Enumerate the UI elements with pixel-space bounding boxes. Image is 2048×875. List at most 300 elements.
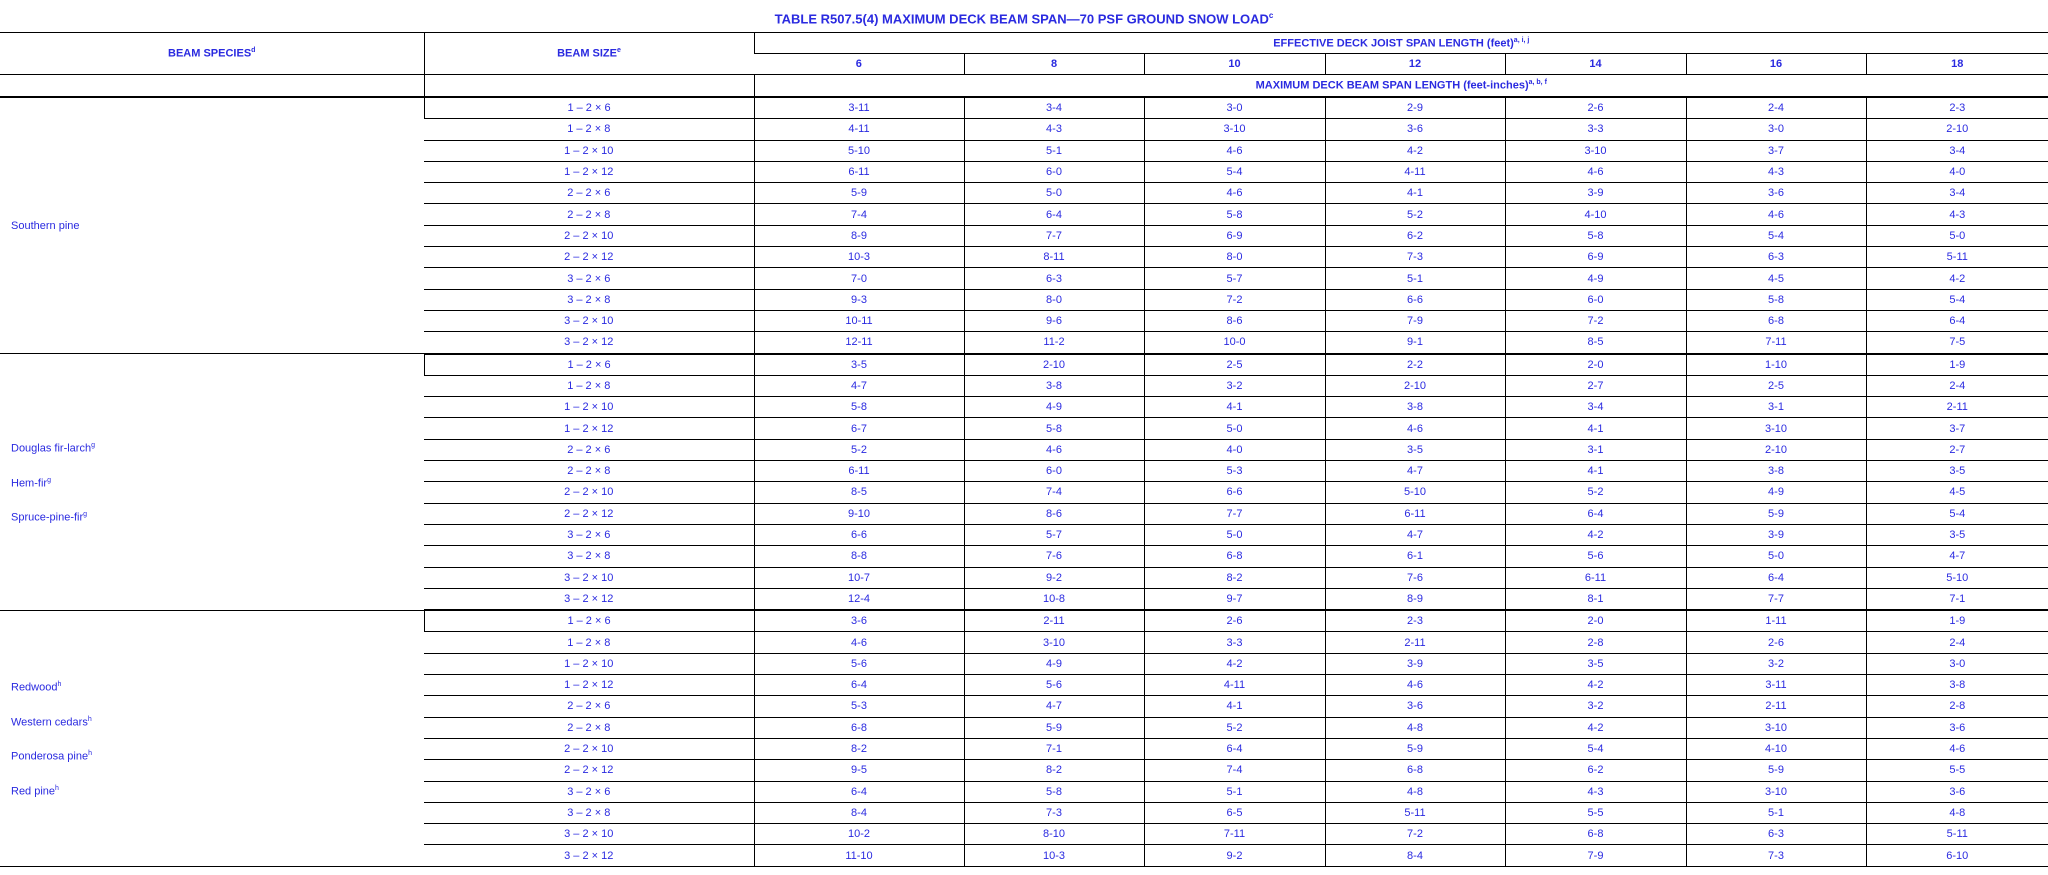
beam-size-cell: 1 – 2 × 6 (424, 610, 754, 632)
beam-size-cell: 2 – 2 × 12 (424, 760, 754, 781)
joist-span-header-cell: 10 (1144, 54, 1325, 75)
span-value-cell: 3-5 (1505, 653, 1686, 674)
span-value-cell: 3-5 (1866, 524, 2048, 545)
span-value-cell: 3-9 (1325, 653, 1505, 674)
span-value-cell: 5-8 (754, 397, 964, 418)
species-footnote: g (47, 476, 51, 484)
beam-size-cell: 1 – 2 × 10 (424, 653, 754, 674)
span-value-cell: 5-9 (1686, 503, 1866, 524)
beam-size-cell: 3 – 2 × 12 (424, 332, 754, 354)
span-value-cell: 8-2 (1144, 567, 1325, 588)
span-value-cell: 5-2 (754, 439, 964, 460)
species-name-text: Red pine (11, 785, 56, 798)
span-value-cell: 5-10 (754, 140, 964, 161)
beam-span-table (0, 32, 2048, 867)
joist-span-header-cell: 6 (754, 54, 964, 75)
span-value-cell: 7-9 (1505, 845, 1686, 866)
span-value-cell: 3-10 (1686, 418, 1866, 439)
span-value-cell: 4-7 (1325, 461, 1505, 482)
span-value-cell: 3-6 (754, 610, 964, 632)
beam-size-cell: 2 – 2 × 10 (424, 225, 754, 246)
span-value-cell: 2-0 (1505, 354, 1686, 376)
beam-size-cell: 3 – 2 × 10 (424, 567, 754, 588)
span-value-cell: 9-3 (754, 289, 964, 310)
span-value-cell: 6-6 (1144, 482, 1325, 503)
span-value-cell: 3-0 (1866, 653, 2048, 674)
beam-span-header-label: MAXIMUM DECK BEAM SPAN LENGTH (feet-inches) (1255, 79, 1529, 92)
span-value-cell: 7-6 (964, 546, 1144, 567)
beam-size-cell: 2 – 2 × 6 (424, 439, 754, 460)
span-value-cell: 4-2 (1325, 140, 1505, 161)
span-value-cell: 4-11 (1325, 161, 1505, 182)
span-value-cell: 3-3 (1144, 632, 1325, 653)
span-value-cell: 6-8 (1144, 546, 1325, 567)
span-value-cell: 4-2 (1505, 524, 1686, 545)
span-value-cell: 3-10 (964, 632, 1144, 653)
span-value-cell: 7-0 (754, 268, 964, 289)
span-value-cell: 5-8 (1144, 204, 1325, 225)
joist-span-header-label: EFFECTIVE DECK JOIST SPAN LENGTH (feet) (1273, 37, 1514, 50)
span-value-cell: 3-6 (1686, 183, 1866, 204)
span-value-cell: 8-10 (964, 824, 1144, 845)
span-value-cell: 5-1 (964, 140, 1144, 161)
span-value-cell: 4-1 (1505, 461, 1686, 482)
span-value-cell: 4-6 (1505, 161, 1686, 182)
span-value-cell: 4-5 (1866, 482, 2048, 503)
species-cell (0, 610, 424, 866)
span-value-cell: 3-7 (1866, 418, 2048, 439)
joist-span-header-cell: 18 (1866, 54, 2048, 75)
span-value-cell: 4-9 (1686, 482, 1866, 503)
span-value-cell: 3-9 (1505, 183, 1686, 204)
table-row (0, 97, 2048, 119)
span-value-cell: 10-2 (754, 824, 964, 845)
species-footnote: g (83, 511, 88, 519)
span-value-cell: 7-2 (1144, 289, 1325, 310)
span-value-cell: 4-9 (964, 397, 1144, 418)
span-value-cell: 5-8 (964, 418, 1144, 439)
species-name (11, 430, 424, 465)
span-value-cell: 4-8 (1325, 781, 1505, 802)
span-value-cell: 6-9 (1144, 225, 1325, 246)
span-value-cell: 4-2 (1866, 268, 2048, 289)
span-value-cell: 5-3 (1144, 461, 1325, 482)
span-value-cell: 3-8 (1325, 397, 1505, 418)
span-value-cell: 7-11 (1686, 332, 1866, 354)
span-value-cell: 6-3 (1686, 824, 1866, 845)
span-value-cell: 6-2 (1325, 225, 1505, 246)
span-value-cell: 6-0 (964, 461, 1144, 482)
span-value-cell: 9-6 (964, 310, 1144, 331)
span-value-cell: 5-11 (1325, 802, 1505, 823)
span-value-cell: 4-7 (754, 375, 964, 396)
beam-size-cell: 2 – 2 × 10 (424, 482, 754, 503)
span-value-cell: 6-4 (1686, 567, 1866, 588)
table-body (0, 97, 2048, 866)
beam-size-cell: 2 – 2 × 12 (424, 503, 754, 524)
span-value-cell: 3-0 (1144, 97, 1325, 119)
span-value-cell: 2-4 (1686, 97, 1866, 119)
span-value-cell: 5-4 (1144, 161, 1325, 182)
species-footnote: h (87, 715, 92, 723)
span-value-cell: 8-9 (1325, 588, 1505, 610)
beam-size-cell: 2 – 2 × 8 (424, 717, 754, 738)
species-header-footnote: d (251, 47, 256, 55)
species-column-header (0, 33, 424, 75)
span-value-cell: 5-9 (964, 717, 1144, 738)
species-name (11, 773, 424, 808)
span-value-cell: 5-4 (1686, 225, 1866, 246)
span-value-cell: 3-2 (1505, 696, 1686, 717)
table-row (0, 610, 2048, 632)
span-value-cell: 7-3 (1325, 247, 1505, 268)
span-value-cell: 8-0 (964, 289, 1144, 310)
span-value-cell: 3-5 (1866, 461, 2048, 482)
beam-size-cell: 3 – 2 × 8 (424, 289, 754, 310)
span-value-cell: 2-9 (1325, 97, 1505, 119)
species-name (11, 210, 424, 242)
span-value-cell: 6-4 (1866, 310, 2048, 331)
beam-size-cell: 3 – 2 × 6 (424, 781, 754, 802)
span-value-cell: 10-0 (1144, 332, 1325, 354)
span-value-cell: 3-1 (1686, 397, 1866, 418)
span-value-cell: 4-2 (1505, 717, 1686, 738)
span-value-cell: 5-10 (1325, 482, 1505, 503)
span-value-cell: 3-6 (1325, 119, 1505, 140)
span-value-cell: 7-2 (1325, 824, 1505, 845)
span-value-cell: 6-4 (754, 675, 964, 696)
span-value-cell: 9-7 (1144, 588, 1325, 610)
joist-span-header-cell: 12 (1325, 54, 1505, 75)
span-value-cell: 3-2 (1144, 375, 1325, 396)
span-value-cell: 5-9 (754, 183, 964, 204)
span-value-cell: 2-4 (1866, 375, 2048, 396)
joist-span-header-cell: 16 (1686, 54, 1866, 75)
span-value-cell: 5-0 (964, 183, 1144, 204)
span-value-cell: 3-11 (754, 97, 964, 119)
span-value-cell: 4-6 (1144, 183, 1325, 204)
species-name-text: Southern pine (11, 219, 80, 232)
species-header-spacer (0, 75, 424, 98)
species-footnote: h (88, 750, 92, 758)
span-value-cell: 5-0 (1144, 524, 1325, 545)
beam-span-header-footnote: a, b, f (1528, 79, 1547, 87)
span-value-cell: 5-8 (964, 781, 1144, 802)
span-value-cell: 5-1 (1325, 268, 1505, 289)
span-value-cell: 5-6 (754, 653, 964, 674)
beam-size-cell: 3 – 2 × 12 (424, 588, 754, 610)
span-value-cell: 8-2 (754, 738, 964, 759)
span-value-cell: 9-1 (1325, 332, 1505, 354)
species-name-text: Redwood (11, 681, 58, 694)
span-value-cell: 8-4 (1325, 845, 1505, 866)
span-value-cell: 5-8 (1505, 225, 1686, 246)
span-value-cell: 2-10 (1686, 439, 1866, 460)
span-value-cell: 2-10 (1866, 119, 2048, 140)
span-value-cell: 7-4 (754, 204, 964, 225)
span-value-cell: 8-1 (1505, 588, 1686, 610)
span-value-cell: 3-4 (1505, 397, 1686, 418)
span-value-cell: 6-11 (1505, 567, 1686, 588)
span-value-cell: 4-6 (1686, 204, 1866, 225)
span-value-cell: 4-0 (1866, 161, 2048, 182)
span-value-cell: 7-7 (964, 225, 1144, 246)
span-value-cell: 5-7 (964, 524, 1144, 545)
span-value-cell: 4-8 (1325, 717, 1505, 738)
span-value-cell: 3-10 (1144, 119, 1325, 140)
span-value-cell: 6-8 (754, 717, 964, 738)
span-value-cell: 2-6 (1505, 97, 1686, 119)
span-value-cell: 6-11 (1325, 503, 1505, 524)
span-value-cell: 4-1 (1505, 418, 1686, 439)
beam-size-cell: 3 – 2 × 8 (424, 802, 754, 823)
span-value-cell: 2-3 (1325, 610, 1505, 632)
span-value-cell: 6-3 (964, 268, 1144, 289)
span-value-cell: 4-3 (964, 119, 1144, 140)
span-value-cell: 4-6 (754, 632, 964, 653)
species-name (11, 704, 424, 739)
span-value-cell: 4-1 (1144, 696, 1325, 717)
span-value-cell: 5-2 (1144, 717, 1325, 738)
table-title (0, 0, 2048, 32)
span-value-cell: 2-3 (1866, 97, 2048, 119)
span-value-cell: 5-11 (1866, 247, 2048, 268)
table-header (0, 33, 2048, 98)
span-value-cell: 3-1 (1505, 439, 1686, 460)
span-value-cell: 8-5 (754, 482, 964, 503)
span-value-cell: 4-0 (1144, 439, 1325, 460)
span-value-cell: 4-7 (964, 696, 1144, 717)
span-value-cell: 3-4 (1866, 140, 2048, 161)
beam-size-cell: 2 – 2 × 10 (424, 738, 754, 759)
span-value-cell: 4-9 (1505, 268, 1686, 289)
span-value-cell: 5-1 (1686, 802, 1866, 823)
span-value-cell: 5-4 (1866, 503, 2048, 524)
span-value-cell: 2-7 (1866, 439, 2048, 460)
span-value-cell: 10-8 (964, 588, 1144, 610)
size-header-footnote: e (617, 47, 621, 55)
beam-size-cell: 3 – 2 × 6 (424, 268, 754, 289)
species-name (11, 499, 424, 534)
table-title-footnote: c (1268, 11, 1274, 20)
span-value-cell: 8-11 (964, 247, 1144, 268)
span-value-cell: 7-3 (964, 802, 1144, 823)
beam-size-cell: 3 – 2 × 6 (424, 524, 754, 545)
span-value-cell: 4-9 (964, 653, 1144, 674)
beam-size-cell: 1 – 2 × 8 (424, 375, 754, 396)
span-value-cell: 3-6 (1325, 696, 1505, 717)
span-value-cell: 5-9 (1325, 738, 1505, 759)
span-value-cell: 7-11 (1144, 824, 1325, 845)
span-value-cell: 4-1 (1144, 397, 1325, 418)
span-value-cell: 6-6 (754, 524, 964, 545)
span-value-cell: 7-9 (1325, 310, 1505, 331)
span-value-cell: 10-3 (964, 845, 1144, 866)
species-header-label: BEAM SPECIES (168, 47, 252, 60)
span-value-cell: 3-2 (1686, 653, 1866, 674)
span-value-cell: 1-10 (1686, 354, 1866, 376)
span-value-cell: 4-3 (1686, 161, 1866, 182)
span-value-cell: 6-3 (1686, 247, 1866, 268)
span-value-cell: 4-1 (1325, 183, 1505, 204)
beam-size-cell: 2 – 2 × 6 (424, 183, 754, 204)
beam-span-header (754, 75, 2048, 98)
span-value-cell: 4-2 (1144, 653, 1325, 674)
beam-size-cell: 3 – 2 × 12 (424, 845, 754, 866)
span-value-cell: 2-10 (964, 354, 1144, 376)
span-value-cell: 7-6 (1325, 567, 1505, 588)
beam-size-cell: 1 – 2 × 12 (424, 418, 754, 439)
span-value-cell: 4-5 (1686, 268, 1866, 289)
span-value-cell: 7-4 (1144, 760, 1325, 781)
span-value-cell: 9-2 (1144, 845, 1325, 866)
species-name-text: Ponderosa pine (11, 750, 89, 763)
species-name (11, 738, 424, 773)
span-value-cell: 7-2 (1505, 310, 1686, 331)
span-value-cell: 3-5 (754, 354, 964, 376)
size-header-spacer (424, 75, 754, 98)
beam-size-cell: 1 – 2 × 12 (424, 675, 754, 696)
species-name (11, 669, 424, 704)
span-value-cell: 10-7 (754, 567, 964, 588)
joist-span-header (754, 33, 2048, 54)
span-value-cell: 6-4 (1144, 738, 1325, 759)
species-name (11, 465, 424, 500)
span-value-cell: 2-11 (1686, 696, 1866, 717)
species-footnote: g (91, 441, 95, 449)
span-value-cell: 4-2 (1505, 675, 1686, 696)
span-value-cell: 4-11 (1144, 675, 1325, 696)
span-value-cell: 6-4 (754, 781, 964, 802)
size-column-header (424, 33, 754, 75)
span-value-cell: 8-5 (1505, 332, 1686, 354)
table-title-text: TABLE R507.5(4) MAXIMUM DECK BEAM SPAN—70 PSF GROUND SNOW LOAD (774, 11, 1269, 27)
span-value-cell: 3-3 (1505, 119, 1686, 140)
joist-span-header-cell: 8 (964, 54, 1144, 75)
span-value-cell: 6-1 (1325, 546, 1505, 567)
span-value-cell: 3-4 (1866, 183, 2048, 204)
joist-span-header-cell: 14 (1505, 54, 1686, 75)
span-value-cell: 7-1 (964, 738, 1144, 759)
beam-size-cell: 1 – 2 × 8 (424, 632, 754, 653)
span-value-cell: 2-7 (1505, 375, 1686, 396)
span-value-cell: 3-8 (1686, 461, 1866, 482)
span-value-cell: 7-7 (1686, 588, 1866, 610)
span-value-cell: 7-5 (1866, 332, 2048, 354)
span-value-cell: 10-3 (754, 247, 964, 268)
span-value-cell: 3-9 (1686, 524, 1866, 545)
span-value-cell: 1-9 (1866, 354, 2048, 376)
beam-size-cell: 3 – 2 × 10 (424, 824, 754, 845)
span-value-cell: 4-3 (1866, 204, 2048, 225)
span-value-cell: 4-6 (1144, 140, 1325, 161)
span-value-cell: 5-4 (1866, 289, 2048, 310)
span-value-cell: 2-8 (1866, 696, 2048, 717)
span-value-cell: 2-2 (1325, 354, 1505, 376)
span-value-cell: 4-10 (1505, 204, 1686, 225)
span-value-cell: 3-8 (964, 375, 1144, 396)
span-value-cell: 6-11 (754, 161, 964, 182)
span-value-cell: 1-9 (1866, 610, 2048, 632)
span-value-cell: 7-3 (1686, 845, 1866, 866)
span-value-cell: 9-10 (754, 503, 964, 524)
size-header-label: BEAM SIZE (557, 47, 617, 60)
span-value-cell: 3-10 (1686, 781, 1866, 802)
span-value-cell: 6-7 (754, 418, 964, 439)
span-value-cell: 2-11 (964, 610, 1144, 632)
span-value-cell: 8-8 (754, 546, 964, 567)
span-value-cell: 11-2 (964, 332, 1144, 354)
span-value-cell: 4-7 (1325, 524, 1505, 545)
span-value-cell: 7-4 (964, 482, 1144, 503)
span-value-cell: 6-8 (1686, 310, 1866, 331)
span-value-cell: 3-4 (964, 97, 1144, 119)
span-value-cell: 4-6 (1866, 738, 2048, 759)
span-value-cell: 9-2 (964, 567, 1144, 588)
span-value-cell: 5-1 (1144, 781, 1325, 802)
beam-size-cell: 1 – 2 × 10 (424, 397, 754, 418)
beam-size-cell: 1 – 2 × 12 (424, 161, 754, 182)
species-footnote: h (55, 784, 59, 792)
span-value-cell: 5-2 (1505, 482, 1686, 503)
span-value-cell: 5-0 (1686, 546, 1866, 567)
beam-size-cell: 3 – 2 × 10 (424, 310, 754, 331)
span-value-cell: 1-11 (1686, 610, 1866, 632)
span-value-cell: 12-4 (754, 588, 964, 610)
species-name-text: Spruce-pine-fir (11, 511, 84, 524)
span-value-cell: 6-2 (1505, 760, 1686, 781)
beam-size-cell: 3 – 2 × 8 (424, 546, 754, 567)
span-value-cell: 6-8 (1325, 760, 1505, 781)
span-value-cell: 2-6 (1144, 610, 1325, 632)
span-value-cell: 6-9 (1505, 247, 1686, 268)
span-value-cell: 7-7 (1144, 503, 1325, 524)
table-row (0, 354, 2048, 376)
span-value-cell: 5-0 (1144, 418, 1325, 439)
span-value-cell: 3-10 (1505, 140, 1686, 161)
span-value-cell: 3-5 (1325, 439, 1505, 460)
species-cell (0, 354, 424, 611)
span-value-cell: 6-0 (1505, 289, 1686, 310)
beam-size-cell: 2 – 2 × 12 (424, 247, 754, 268)
species-cell (0, 97, 424, 354)
span-value-cell: 2-4 (1866, 632, 2048, 653)
joist-span-header-footnote: a, i, j (1513, 36, 1530, 44)
span-value-cell: 5-4 (1505, 738, 1686, 759)
span-value-cell: 3-6 (1866, 781, 2048, 802)
span-value-cell: 3-6 (1866, 717, 2048, 738)
span-value-cell: 5-8 (1686, 289, 1866, 310)
span-value-cell: 3-11 (1686, 675, 1866, 696)
span-value-cell: 8-6 (964, 503, 1144, 524)
span-value-cell: 4-3 (1505, 781, 1686, 802)
span-value-cell: 8-9 (754, 225, 964, 246)
span-value-cell: 4-11 (754, 119, 964, 140)
span-value-cell: 7-1 (1866, 588, 2048, 610)
span-value-cell: 5-5 (1505, 802, 1686, 823)
span-value-cell: 2-5 (1686, 375, 1866, 396)
beam-size-cell: 1 – 2 × 6 (424, 97, 754, 119)
span-value-cell: 8-2 (964, 760, 1144, 781)
span-value-cell: 2-11 (1866, 397, 2048, 418)
beam-size-cell: 1 – 2 × 10 (424, 140, 754, 161)
span-value-cell: 6-6 (1325, 289, 1505, 310)
span-value-cell: 4-6 (964, 439, 1144, 460)
span-value-cell: 11-10 (754, 845, 964, 866)
span-value-cell: 2-10 (1325, 375, 1505, 396)
beam-size-cell: 2 – 2 × 6 (424, 696, 754, 717)
span-value-cell: 2-5 (1144, 354, 1325, 376)
